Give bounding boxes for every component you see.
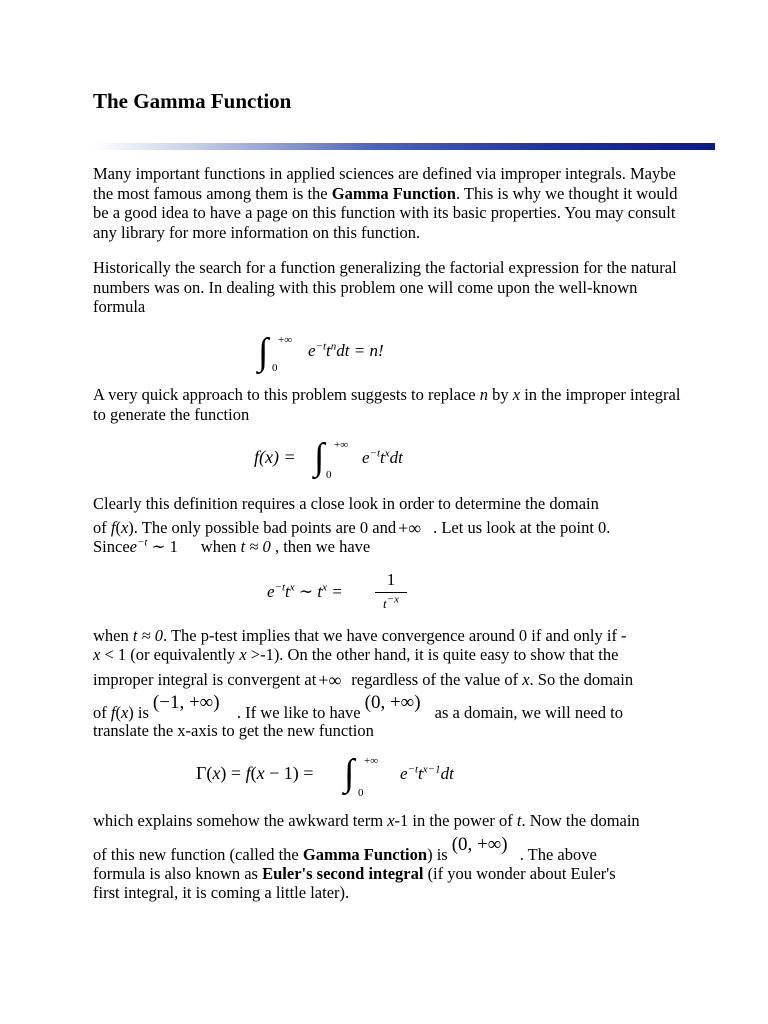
paragraph-gamma-line4: first integral, it is coming a little later). — [93, 883, 350, 902]
formula-f-of-x: f(x) = ∫ +∞ 0 $e^{-t}t^xdt$ — [254, 436, 403, 481]
formula-gamma-definition: Γ(x) = f(x − 1) = ∫ +∞ 0 $e^{-t}t^{x-1}dt$ — [196, 752, 454, 799]
paragraph-gamma-line2: of this new function (called the Gamma Function) is (0, +∞) . The above — [93, 834, 597, 864]
paragraph-convergence-line2: x < 1 (or equivalently x >-1). On the other hand, it is quite easy to show that the — [93, 645, 619, 664]
formula-factorial-integral: ∫ +∞ 0 $e^{-t}t^ndt = n$! — [258, 331, 384, 374]
paragraph-approach: A very quick approach to this problem suggests to replace n by x in the improper integral to generate the function — [93, 385, 681, 424]
paragraph-convergence-line4: of f(x) is (−1, +∞) . If we like to have (0, +∞) as a domain, we will need to — [93, 692, 623, 722]
paragraph-convergence-line3: improper integral is convergent at +∞ regardless of the value of x. So the domain — [93, 670, 634, 690]
paragraph-convergence: when t ≈ 0. The p-test implies that we have convergence around 0 if and only if - — [93, 626, 627, 645]
paragraph-domain-line3: Sincee$^{-t}$ ∼ 1 when t ≈ 0 , then we have — [93, 536, 371, 556]
title-divider — [93, 143, 715, 150]
page-title: The Gamma Function — [93, 89, 292, 113]
paragraph-history: Historically the search for a function generalizing the factorial expression for the natural numbers was on. In dealing with this problem one will come upon the well-known formula — [93, 258, 677, 316]
paragraph-convergence-line5: translate the x-axis to get the new function — [93, 721, 374, 740]
paragraph-domain: Clearly this definition requires a close look in order to determine the domain — [93, 494, 599, 513]
paragraph-domain-line2: of f(x). The only possible bad points are 0 and +∞ . Let us look at the point 0. — [93, 518, 611, 538]
paragraph-gamma: which explains somehow the awkward term x-1 in the power of t. Now the domain — [93, 811, 640, 830]
paragraph-intro: Many important functions in applied sciences are defined via improper integrals. Maybe the most famous among them is the Gamma Function. This is why we thought it would be a good idea to have a page on this function with its basic properties. You may consult any library for more information on this function. — [93, 164, 678, 242]
bold-gamma-function: Gamma Function — [331, 183, 456, 203]
formula-asymptotic: $e^{-t}t^x$ ∼ $t^x$ = 1 $t^{-x}$ — [267, 570, 427, 614]
bold-euler-second-integral: Euler's second integral — [262, 864, 424, 883]
paragraph-gamma-line3: formula is also known as Euler's second integral (if you wonder about Euler's — [93, 864, 616, 883]
